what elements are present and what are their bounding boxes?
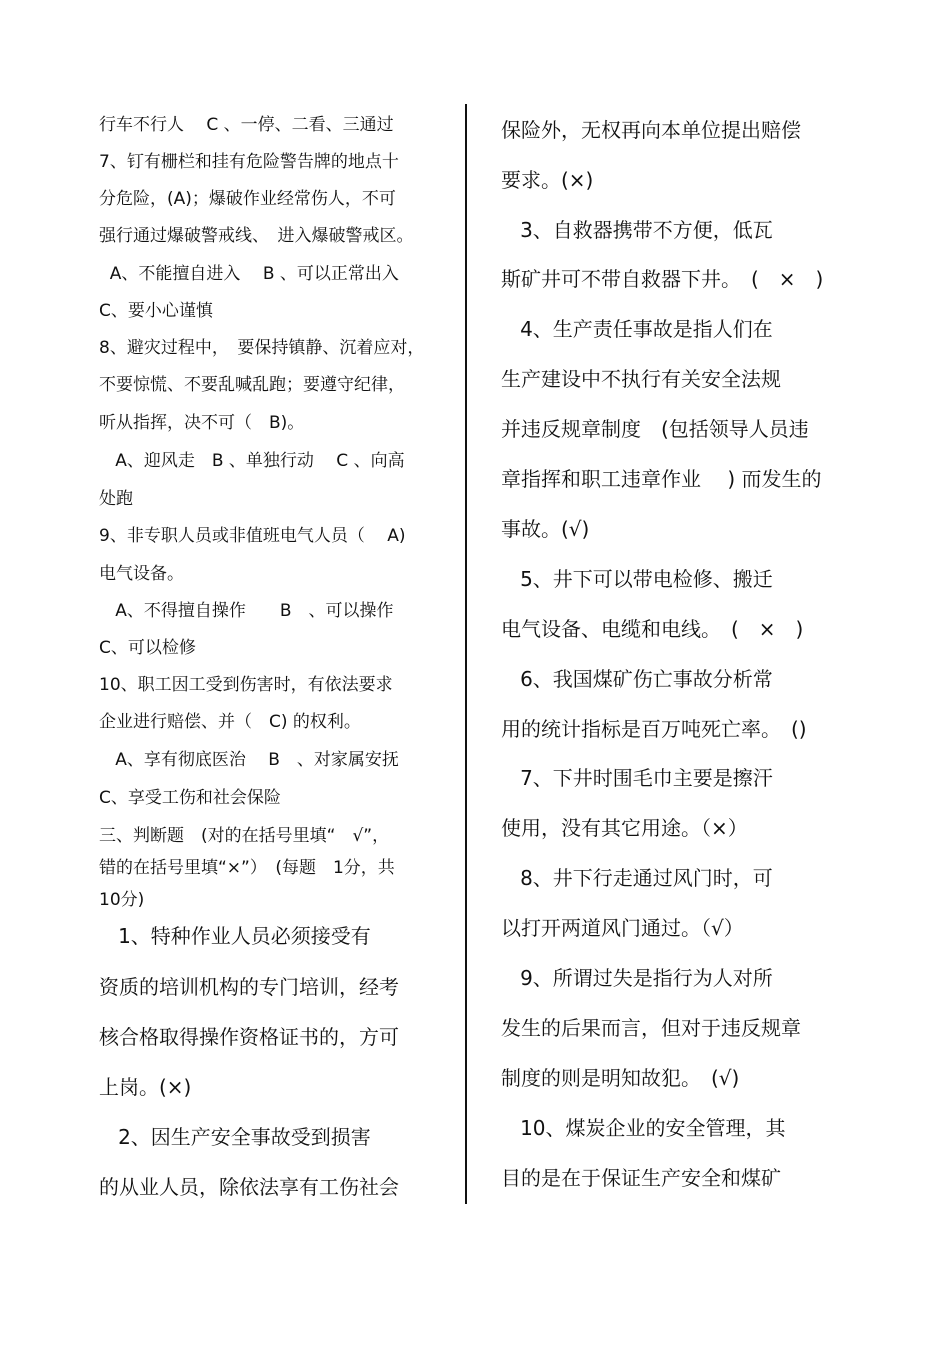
text-line: A、迎风走 B 、单独行动 C 、向高: [99, 451, 405, 471]
text-line: 3、自救器携带不方便，低瓦: [501, 218, 773, 242]
text-line: 行车不行人 C 、一停、二看、三通过: [99, 115, 394, 135]
text-line: 电气设备、电缆和电线。 ( × ): [501, 617, 804, 641]
column-divider: [465, 104, 467, 1204]
text-line: 听从指挥，决不可（ B)。: [99, 413, 305, 433]
text-line: 核合格取得操作资格证书的，方可: [99, 1025, 399, 1049]
text-line: 7、钉有栅栏和挂有危险警告牌的地点十: [99, 152, 399, 172]
text-line: 发生的后果而言，但对于违反规章: [501, 1016, 801, 1040]
text-line: 目的是在于保证生产安全和煤矿: [501, 1166, 781, 1190]
text-line: 9、所谓过失是指行为人对所: [501, 966, 773, 990]
text-line: A、不得擅自操作 B 、可以操作: [99, 601, 394, 621]
text-line: 上岗。(×): [99, 1075, 192, 1099]
text-line: 6、我国煤矿伤亡事故分析常: [501, 667, 773, 691]
text-line: 保险外，无权再向本单位提出赔偿: [501, 118, 801, 142]
text-line: 强行通过爆破警戒线、 进入爆破警戒区。: [99, 226, 414, 246]
text-line: 错的在括号里填“×”） (每题 1分，共: [99, 858, 395, 878]
text-line: 8、避灾过程中， 要保持镇静、沉着应对，: [99, 338, 425, 358]
text-line: 5、井下可以带电检修、搬迁: [501, 567, 773, 591]
text-line: 9、非专职人员或非值班电气人员（ A): [99, 526, 406, 546]
text-line: 7、下井时围毛巾主要是擦汗: [501, 766, 773, 790]
text-line: 2、因生产安全事故受到损害: [99, 1125, 371, 1149]
text-line: 1、特种作业人员必须接受有: [99, 924, 371, 948]
text-line: 使用，没有其它用途。（×）: [501, 816, 748, 840]
text-line: 10分): [99, 890, 145, 910]
text-line: 生产建设中不执行有关安全法规: [501, 367, 781, 391]
text-line: 斯矿井可不带自救器下井。 ( × ): [501, 267, 824, 291]
text-line: 事故。(√): [501, 517, 590, 541]
text-line: 处跑: [99, 489, 133, 509]
text-line: C、可以检修: [99, 638, 196, 658]
text-line: 不要惊慌、不要乱喊乱跑；要遵守纪律，: [99, 375, 405, 395]
text-line: 用的统计指标是百万吨死亡率。 (): [501, 717, 807, 741]
text-line: 10、职工因工受到伤害时，有依法要求: [99, 675, 393, 695]
text-line: A、享有彻底医治 B 、对家属安抚: [99, 750, 399, 770]
text-line: 资质的培训机构的专门培训，经考: [99, 975, 399, 999]
text-line: 电气设备。: [99, 564, 184, 584]
text-line: 三、判断题 (对的在括号里填“ √”，: [99, 826, 390, 846]
text-line: 章指挥和职工违章作业 ) 而发生的: [501, 467, 822, 491]
text-line: 分危险，(A)；爆破作业经常伤人，不可: [99, 189, 396, 209]
text-line: 制度的则是明知故犯。 (√): [501, 1066, 740, 1090]
text-line: 8、井下行走通过风门时，可: [501, 866, 773, 890]
text-line: 4、生产责任事故是指人们在: [501, 317, 773, 341]
text-line: 企业进行赔偿、并（ C) 的权利。: [99, 712, 361, 732]
text-line: 并违反规章制度 (包括领导人员违: [501, 417, 809, 441]
text-line: A、不能擅自进入 B 、可以正常出入: [99, 264, 399, 284]
text-line: C、要小心谨慎: [99, 301, 213, 321]
text-line: C、享受工伤和社会保险: [99, 788, 281, 808]
text-line: 要求。(×): [501, 168, 594, 192]
text-line: 10、煤炭企业的安全管理，其: [501, 1116, 786, 1140]
text-line: 的从业人员，除依法享有工伤社会: [99, 1175, 399, 1199]
text-line: 以打开两道风门通过。（√）: [501, 916, 744, 940]
